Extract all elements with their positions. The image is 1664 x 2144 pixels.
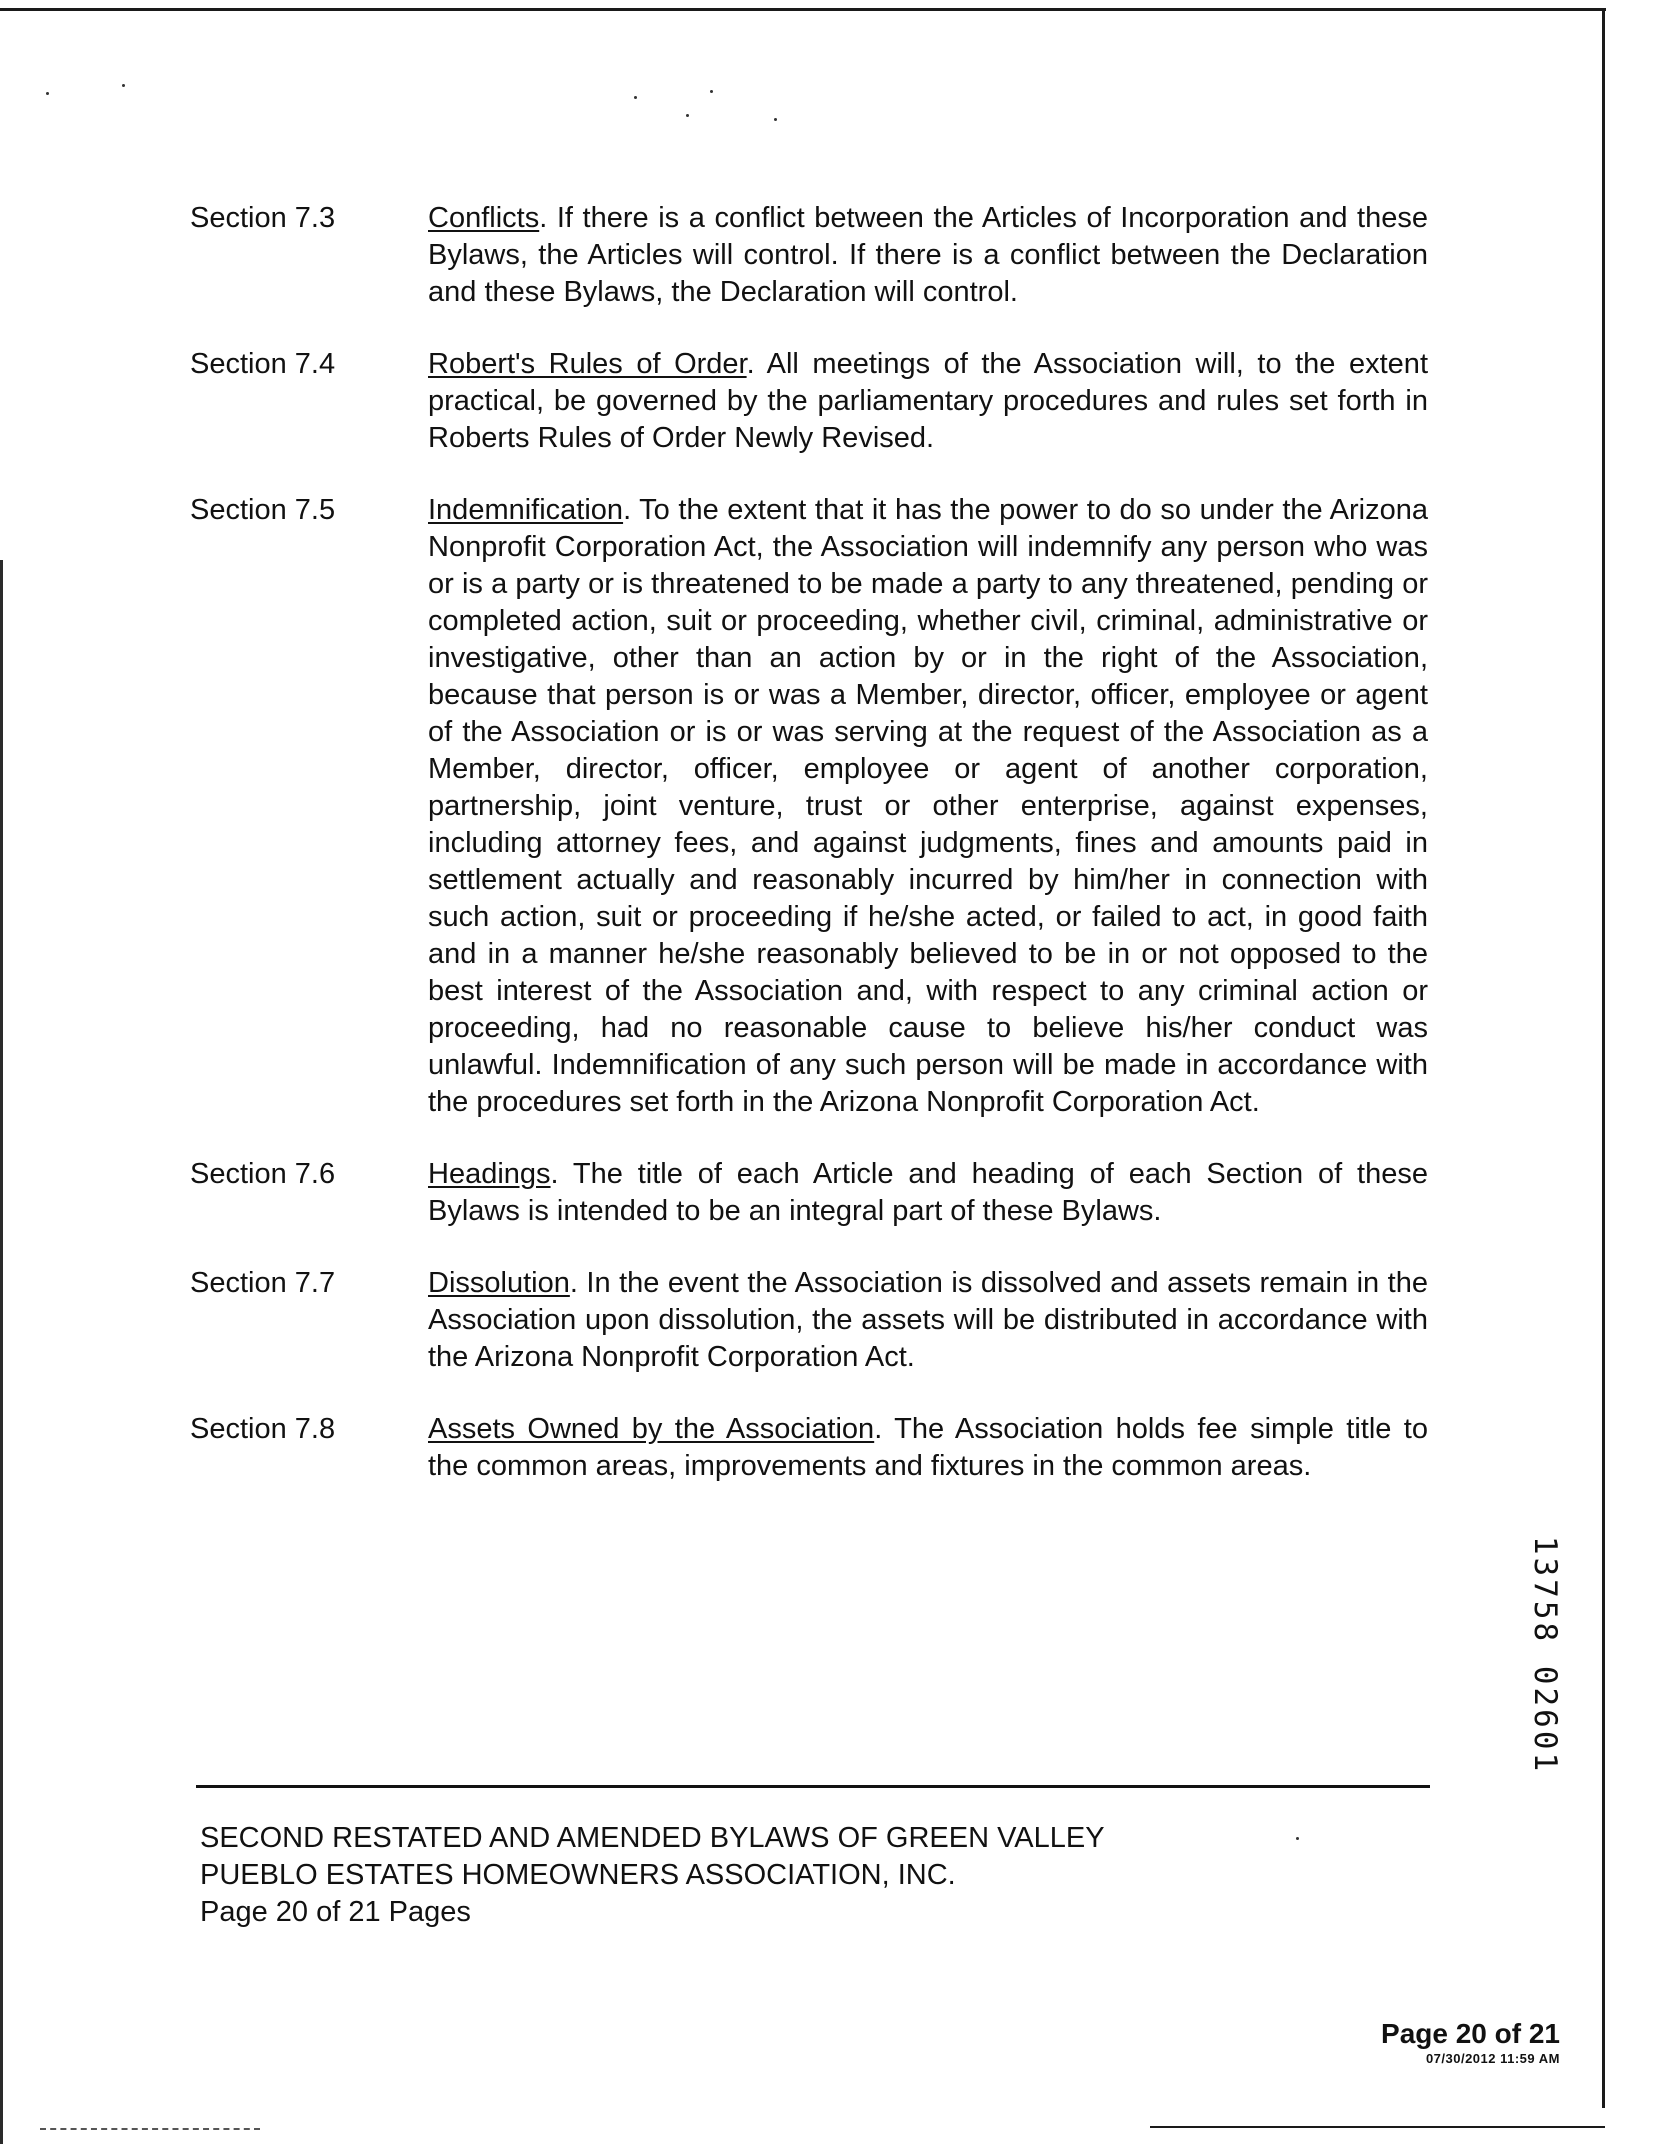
section-body bbox=[428, 1156, 1428, 1230]
page-border-top bbox=[0, 8, 1606, 11]
scan-speck bbox=[46, 92, 49, 95]
section-text: . In the event the Association is dissolved and assets remain in the Association upon dissolution, the assets will be distributed in accordance with the Arizona Nonprofit Corporation Act. bbox=[428, 1267, 1428, 1373]
section-7-3 bbox=[190, 200, 1430, 311]
section-text: . To the extent that it has the power to do so under the Arizona Nonprofit Corporation Act, the Association will indemnify any person who was or is a party or is threatened to be made a party to any threatened, pending or completed action, suit or proceeding, whether civil, criminal, administrative or investigative, other than an action by or in the right of the Association, because that person is or was a Member, director, officer, employee or agent of the Association or is or was serving at the request of the Association as a Member, director, officer, employee or agent of another corporation, partnership, joint venture, trust or other enterprise, against expenses, including attorney fees, and against judgments, fines and amounts paid in settlement actually and reasonably incurred by him/her in connection with such action, suit or proceeding if he/she acted, or failed to act, in good faith and in a manner he/she reasonably believed to be in or not opposed to the best interest of the Association and, with respect to any criminal action or proceeding, had no reasonable cause to believe his/her conduct was unlawful. Indemnification of any such person will be made in accordance with the procedures set forth in the Arizona Nonprofit Corporation Act. bbox=[428, 494, 1428, 1118]
section-text: . If there is a conflict between the Articles of Incorporation and these Bylaws, the Articles will control. If there is a conflict between the Declaration and these Bylaws, the Declaration will control. bbox=[428, 202, 1428, 308]
section-7-8 bbox=[190, 1411, 1430, 1485]
recorder-timestamp: 07/30/2012 11:59 AM bbox=[1425, 2051, 1560, 2066]
section-7-4 bbox=[190, 346, 1430, 457]
footer-divider bbox=[196, 1785, 1430, 1788]
section-body bbox=[428, 1265, 1428, 1376]
scan-speck bbox=[686, 114, 689, 117]
page-border-left bbox=[0, 560, 3, 2144]
page-border-bottom bbox=[1150, 2126, 1605, 2128]
recording-number: 13758 02601 bbox=[1527, 1535, 1563, 1775]
section-label: Section 7.7 bbox=[190, 1267, 336, 1299]
section-title: Robert's Rules of Order bbox=[428, 348, 747, 380]
section-body bbox=[428, 492, 1428, 1121]
section-body bbox=[428, 200, 1428, 311]
footer-page-count: Page 20 of 21 Pages bbox=[200, 1896, 471, 1928]
footer-line-1: SECOND RESTATED AND AMENDED BYLAWS OF GREEN VALLEY bbox=[200, 1822, 1105, 1854]
scan-speck bbox=[774, 118, 777, 121]
section-text: . The Association holds fee simple title to the common areas, improvements and fixtures in the common areas. bbox=[428, 1413, 1428, 1482]
scan-speck bbox=[122, 84, 125, 87]
section-title: Assets Owned by the Association bbox=[428, 1413, 875, 1445]
section-label: Section 7.4 bbox=[190, 348, 336, 380]
recording-number-stamp bbox=[1515, 1520, 1575, 1790]
section-7-6 bbox=[190, 1156, 1430, 1230]
page-border-bottom-left bbox=[40, 2128, 260, 2130]
bylaws-sections bbox=[190, 200, 1430, 1520]
document-footer bbox=[200, 1820, 1300, 1931]
section-text: . The title of each Article and heading of each Section of these Bylaws is intended to be an integral part of these Bylaws. bbox=[428, 1158, 1428, 1227]
section-label: Section 7.5 bbox=[190, 494, 336, 526]
section-title: Conflicts bbox=[428, 202, 540, 234]
section-7-7 bbox=[190, 1265, 1430, 1376]
recorder-page-stamp bbox=[1320, 2018, 1560, 2068]
page-border-right bbox=[1602, 8, 1605, 2108]
scan-speck bbox=[634, 96, 637, 99]
section-label: Section 7.6 bbox=[190, 1158, 336, 1190]
section-label: Section 7.3 bbox=[190, 202, 336, 234]
section-text: . All meetings of the Association will, to the extent practical, be governed by the parliamentary procedures and rules set forth in Roberts Rules of Order Newly Revised. bbox=[428, 348, 1428, 454]
scan-speck bbox=[710, 90, 713, 93]
section-title: Headings bbox=[428, 1158, 551, 1190]
section-7-5 bbox=[190, 492, 1430, 1121]
section-title: Indemnification bbox=[428, 494, 624, 526]
section-title: Dissolution bbox=[428, 1267, 570, 1299]
section-body bbox=[428, 346, 1428, 457]
section-label: Section 7.8 bbox=[190, 1413, 336, 1445]
footer-line-2: PUEBLO ESTATES HOMEOWNERS ASSOCIATION, INC. bbox=[200, 1859, 956, 1891]
section-body bbox=[428, 1411, 1428, 1485]
recorder-page-number: Page 20 of 21 bbox=[1381, 2018, 1560, 2049]
